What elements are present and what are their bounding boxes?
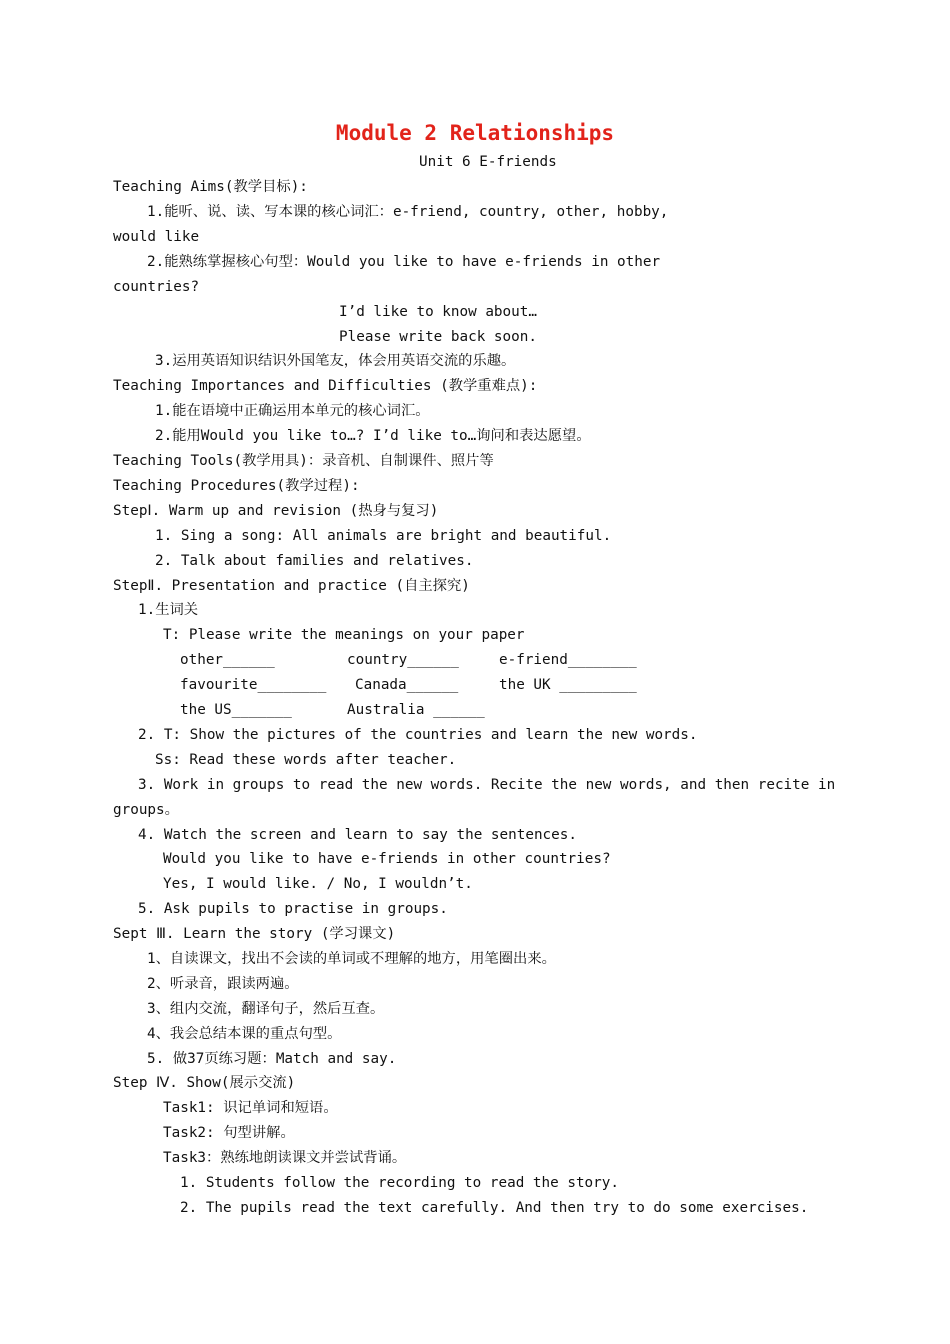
task-3-item-1: 1. Students follow the recording to read the story.: [180, 1175, 619, 1191]
importance-2: 2.能用Would you like to…? I’d like to…询问和表达愿望。: [155, 428, 591, 444]
step-2-item-4: 4. Watch the screen and learn to say the sentences.: [138, 827, 577, 843]
unit-subtitle: Unit 6 E-friends: [419, 154, 557, 170]
vocab-country: country______: [347, 652, 459, 668]
step-2-item-5: 5. Ask pupils to practise in groups.: [138, 901, 448, 917]
step-2-item-3-cont: groups。: [113, 802, 179, 818]
vocab-favourite: favourite________: [180, 677, 327, 693]
task-1: Task1: 识记单词和短语。: [163, 1100, 338, 1116]
vocab-other: other______: [180, 652, 275, 668]
vocab-the-uk: the UK _________: [499, 677, 637, 693]
procedures-heading: Teaching Procedures(教学过程):: [113, 478, 360, 494]
step-3-heading: Sept Ⅲ. Learn the story (学习课文): [113, 926, 396, 942]
aim-2: 2.能熟练掌握核心句型：Would you like to have e-friends in other: [147, 254, 661, 270]
step-2-item-2: 2. T: Show the pictures of the countries and learn the new words.: [138, 727, 698, 743]
aim-1: 1.能听、说、读、写本课的核心词汇：e-friend, country, other, hobby,: [147, 204, 669, 220]
tools-heading: Teaching Tools(教学用具)：录音机、自制课件、照片等: [113, 453, 494, 469]
step-3-item-3: 3、组内交流，翻译句子，然后互查。: [147, 1001, 385, 1017]
teacher-instruction: T: Please write the meanings on your paper: [163, 627, 525, 643]
step-3-item-2: 2、听录音，跟读两遍。: [147, 976, 299, 992]
step-1-item-2: 2. Talk about families and relatives.: [155, 553, 474, 569]
aim-3: 3.运用英语知识结识外国笔友，体会用英语交流的乐趣。: [155, 353, 516, 369]
step-3-item-1: 1、自读课文，找出不会读的单词或不理解的地方，用笔圈出来。: [147, 951, 556, 967]
aim-2-pattern-a: I’d like to know about…: [339, 304, 537, 320]
vocab-australia: Australia ______: [347, 702, 485, 718]
step-1-item-1: 1. Sing a song: All animals are bright and beautiful.: [155, 528, 612, 544]
vocab-e-friend: e-friend________: [499, 652, 637, 668]
sentence-answer: Yes, I would like. / No, I wouldn’t.: [163, 876, 473, 892]
aim-2-cont: countries?: [113, 279, 200, 295]
importance-1: 1.能在语境中正确运用本单元的核心词汇。: [155, 403, 430, 419]
module-title: Module 2 Relationships: [335, 121, 615, 145]
step-3-item-4: 4、我会总结本课的重点句型。: [147, 1026, 342, 1042]
step-2-item-3: 3. Work in groups to read the new words. Recite the new words, and then recite in: [138, 777, 836, 793]
vocab-the-us: the US_______: [180, 702, 292, 718]
step-1-heading: StepⅠ. Warm up and revision (热身与复习): [113, 503, 439, 519]
step-2-heading: StepⅡ. Presentation and practice (自主探究): [113, 578, 470, 594]
aim-1-cont: would like: [113, 229, 200, 245]
importances-heading: Teaching Importances and Difficulties (教学重难点):: [113, 378, 538, 394]
step-3-item-5: 5. 做37页练习题：Match and say.: [147, 1051, 397, 1067]
task-3: Task3：熟练地朗读课文并尝试背诵。: [163, 1150, 407, 1166]
step-2-item-2-ss: Ss: Read these words after teacher.: [155, 752, 457, 768]
task-2: Task2: 句型讲解。: [163, 1125, 295, 1141]
teaching-aims-heading: Teaching Aims(教学目标):: [113, 179, 308, 195]
step-2-item-1: 1.生词关: [138, 602, 199, 618]
sentence-question: Would you like to have e-friends in other countries?: [163, 851, 611, 867]
aim-2-pattern-b: Please write back soon.: [339, 329, 537, 345]
step-4-heading: Step Ⅳ. Show(展示交流): [113, 1075, 296, 1091]
task-3-item-2: 2. The pupils read the text carefully. And then try to do some exercises.: [180, 1200, 809, 1216]
vocab-canada: Canada______: [355, 677, 459, 693]
